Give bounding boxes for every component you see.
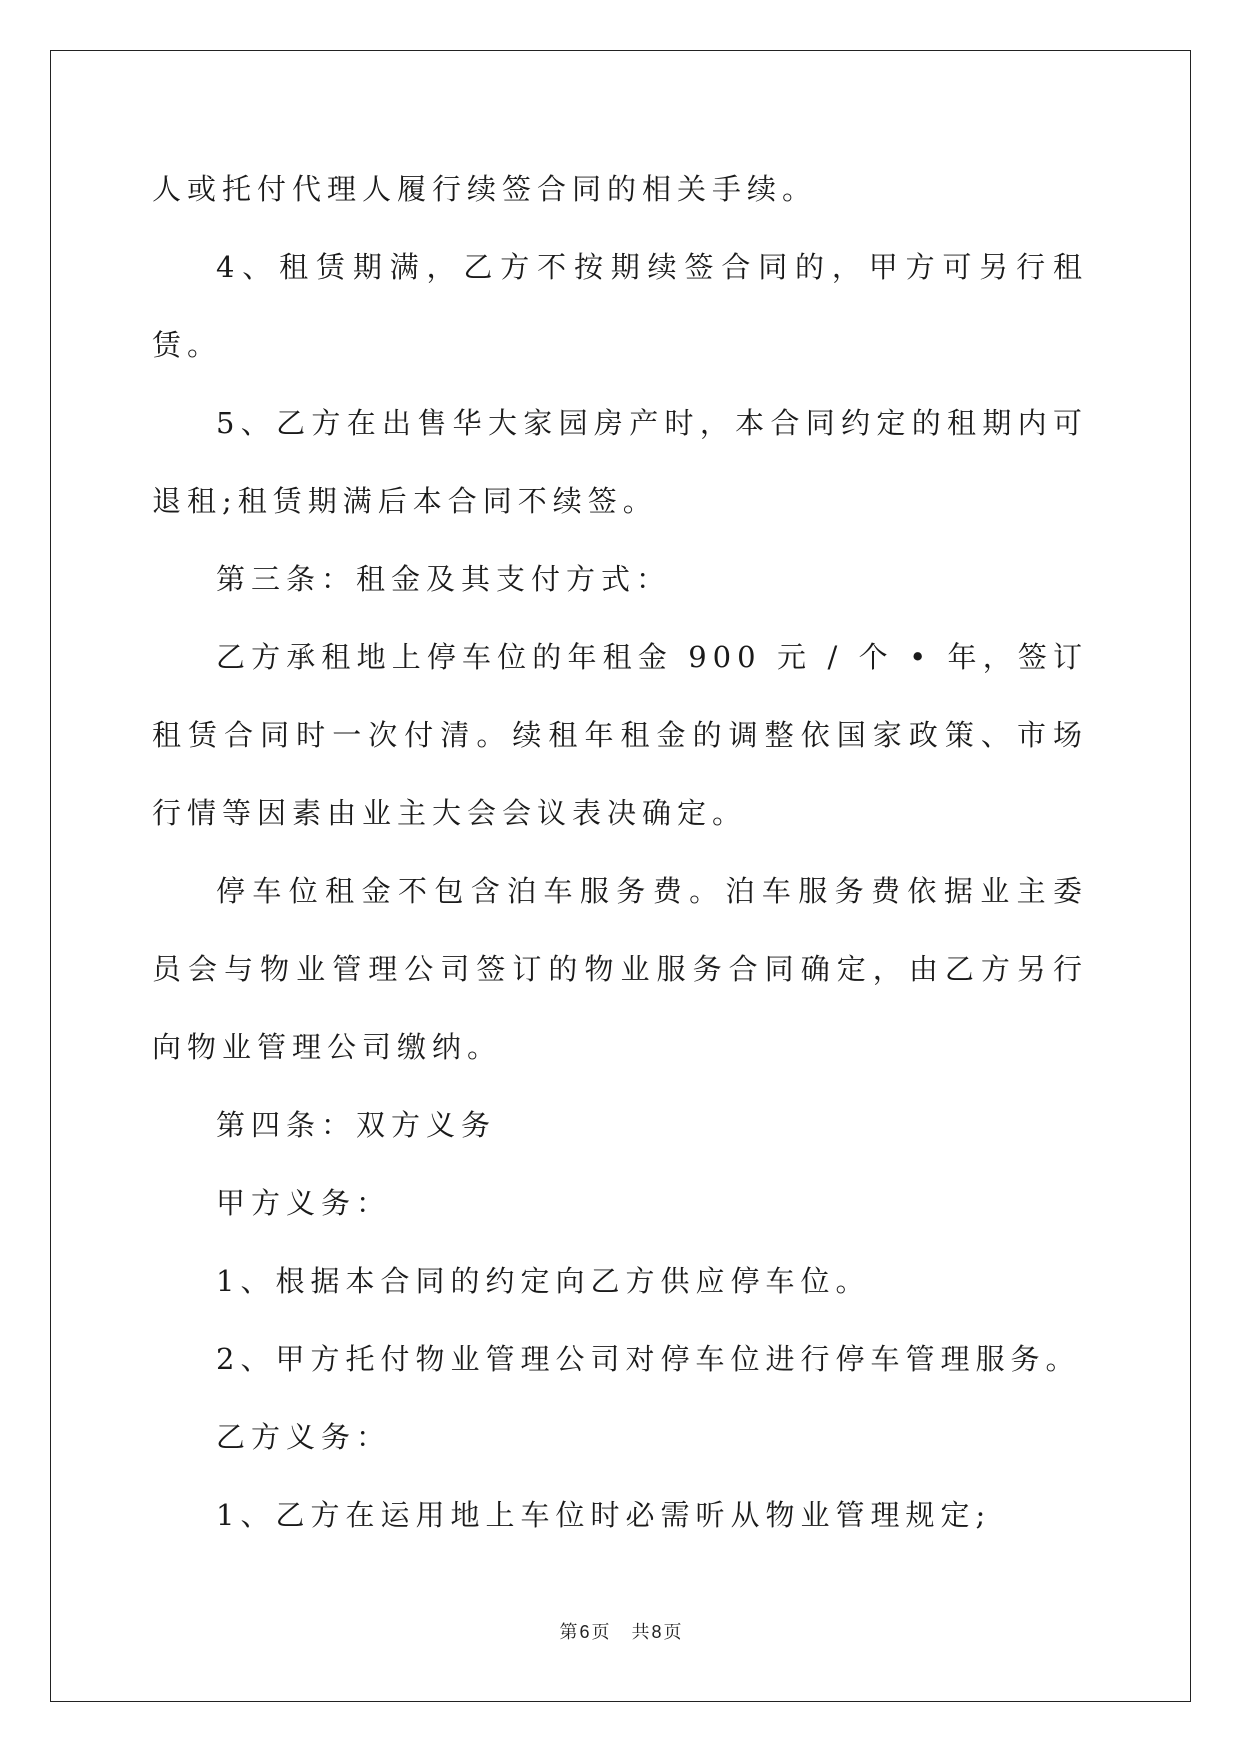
page-suffix: 页 [591, 1622, 610, 1643]
paragraph: 乙方承租地上停车位的年租金 900 元 / 个 • 年，签订租赁合同时一次付清。续租年租金的调整依国家政策、市场行情等因素由业主大会会议表决确定。 [152, 640, 1088, 830]
subheading: 乙方义务： [216, 1420, 392, 1454]
paragraph: 人或托付代理人履行续签合同的相关手续。 [152, 172, 818, 206]
paragraph: 停车位租金不包含泊车服务费。泊车服务费依据业主委员会与物业管理公司签订的物业服务合同确定，由乙方另行向物业管理公司缴纳。 [152, 874, 1088, 1064]
section-heading: 第三条：租金及其支付方式： [216, 562, 672, 596]
subheading: 甲方义务： [216, 1186, 392, 1220]
section-heading: 第四条：双方义务 [216, 1108, 497, 1142]
total-suffix: 页 [663, 1622, 682, 1643]
page-number: 6 [579, 1622, 590, 1642]
list-item: 1、乙方在运用地上车位时必需听从物业管理规定; [216, 1498, 992, 1532]
document-body [152, 150, 1088, 1554]
total-prefix: 共 [631, 1622, 650, 1643]
total-pages: 8 [651, 1622, 662, 1642]
list-item: 1、根据本合同的约定向乙方供应停车位。 [216, 1264, 871, 1298]
paragraph: 5、乙方在出售华大家园房产时，本合同约定的租期内可退租;租赁期满后本合同不续签。 [152, 406, 1088, 518]
paragraph: 4、租赁期满，乙方不按期续签合同的，甲方可另行租赁。 [152, 250, 1088, 362]
page-prefix: 第 [559, 1622, 578, 1643]
page-footer [0, 1618, 1241, 1644]
list-item: 2、甲方托付物业管理公司对停车位进行停车管理服务。 [216, 1342, 1081, 1376]
